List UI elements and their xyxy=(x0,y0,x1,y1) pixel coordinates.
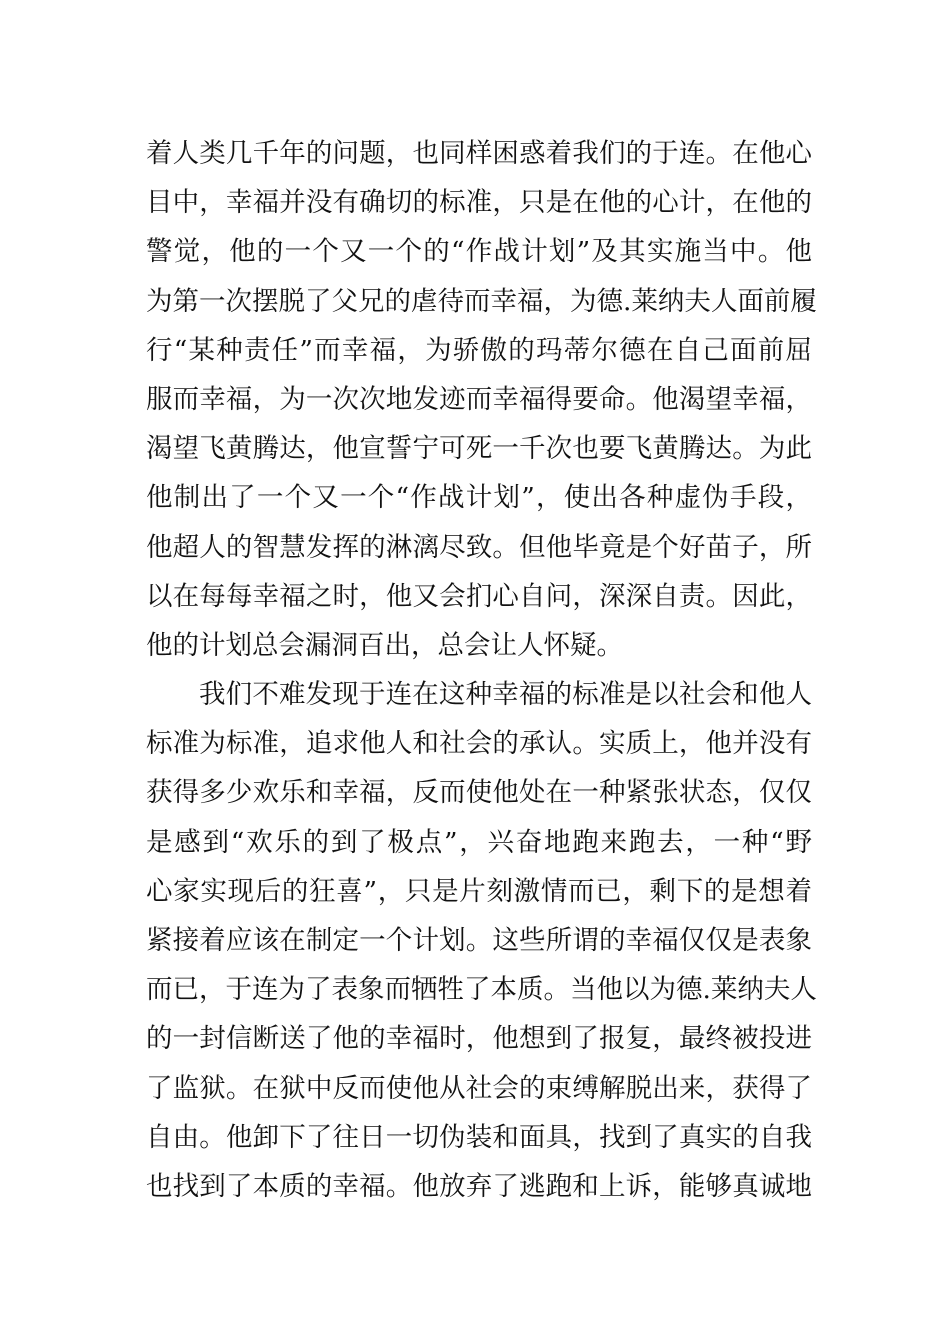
text-line: 是感到“欢乐的到了极点”，兴奋地跑来跑去，一种“野 xyxy=(146,826,812,858)
text-line: 渴望飞黄腾达，他宣誓宁可死一千次也要飞黄腾达。为此 xyxy=(146,433,812,465)
text-line: 目中，幸福并没有确切的标准，只是在他的心计，在他的 xyxy=(146,187,812,219)
text-line: 他制出了一个又一个“作战计划”，使出各种虚伪手段， xyxy=(146,482,812,514)
text-line: 自由。他卸下了往日一切伪装和面具，找到了真实的自我 xyxy=(146,1121,812,1153)
text-line: 服而幸福，为一次次地发迹而幸福得要命。他渴望幸福， xyxy=(146,383,812,415)
text-line: 标准为标准，追求他人和社会的承认。实质上，他并没有 xyxy=(146,728,812,760)
text-line: 警觉，他的一个又一个的“作战计划”及其实施当中。他 xyxy=(146,236,812,268)
text-line: 了监狱。在狱中反而使他从社会的束缚解脱出来，获得了 xyxy=(146,1072,812,1104)
text-line: 也找到了本质的幸福。他放弃了逃跑和上诉，能够真诚地 xyxy=(146,1170,812,1202)
text-line-indented: 我们不难发现于连在这种幸福的标准是以社会和他人 xyxy=(199,679,812,711)
text-line: 心家实现后的狂喜”，只是片刻激情而已，剩下的是想着 xyxy=(146,875,812,907)
text-line: 行“某种责任”而幸福，为骄傲的玛蒂尔德在自己面前屈 xyxy=(146,334,812,366)
text-line: 他超人的智慧发挥的淋漓尽致。但他毕竟是个好苗子，所 xyxy=(146,531,812,563)
text-line-paragraph-end: 他的计划总会漏洞百出，总会让人怀疑。 xyxy=(146,629,623,661)
text-line: 为第一次摆脱了父兄的虐待而幸福，为德.莱纳夫人面前履 xyxy=(146,285,817,317)
text-line: 着人类几千年的问题，也同样困惑着我们的于连。在他心 xyxy=(146,138,812,169)
text-line: 的一封信断送了他的幸福时，他想到了报复，最终被投进 xyxy=(146,1023,812,1055)
text-line: 紧接着应该在制定一个计划。这些所谓的幸福仅仅是表象 xyxy=(146,925,812,956)
document-body xyxy=(146,129,817,1211)
text-line: 而已，于连为了表象而牺牲了本质。当他以为德.莱纳夫人 xyxy=(146,974,817,1006)
text-line: 以在每每幸福之时，他又会扪心自问，深深自责。因此， xyxy=(146,580,812,612)
paragraph-2 xyxy=(146,670,817,1211)
text-line: 获得多少欢乐和幸福，反而使他处在一种紧张状态，仅仅 xyxy=(146,777,812,809)
paragraph-1 xyxy=(146,129,817,670)
